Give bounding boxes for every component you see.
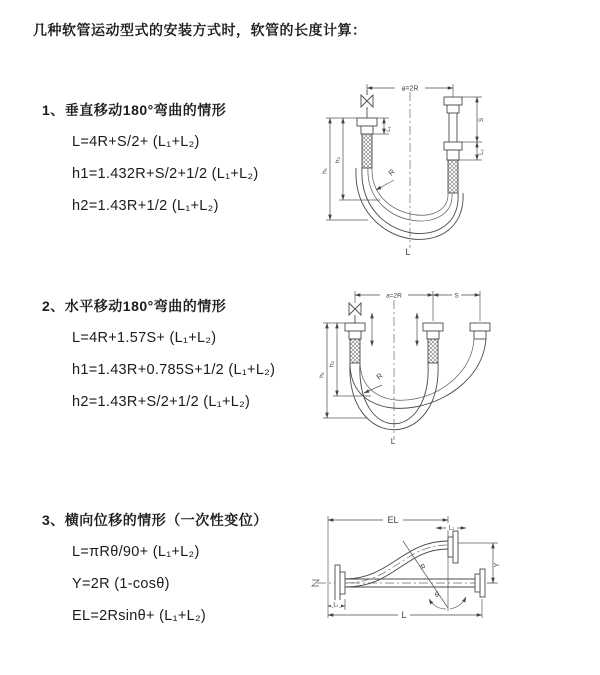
left-hose-fitting xyxy=(357,118,377,168)
dim-label-a2r: a=2R xyxy=(386,292,402,300)
dim-label-l: L xyxy=(390,437,396,446)
formula-line: L=πRθ/90+ (L₁+L₂) xyxy=(72,544,200,560)
section-1-formulas xyxy=(72,126,259,222)
dim-label-l1: L₁ xyxy=(386,126,392,132)
formula-line: h2=1.43R+1/2 (L₁+L₂) xyxy=(72,198,219,214)
dim-s xyxy=(433,291,480,300)
dim-s xyxy=(462,97,485,142)
dim-label-r: R xyxy=(417,563,426,572)
section-vertical-movement xyxy=(42,100,259,222)
page-title: 几种软管运动型式的安装方式时，软管的长度计算： xyxy=(33,22,367,38)
valve-icon xyxy=(361,90,373,118)
right-flange xyxy=(475,569,485,597)
formula-line: L=4R+S/2+ (L₁+L₂) xyxy=(72,134,200,150)
dim-label-s: S xyxy=(454,292,459,300)
dim-label-theta: θ xyxy=(435,592,439,599)
dim-l2 xyxy=(436,523,466,532)
dim-label-el: EL xyxy=(387,515,399,525)
left-hose-fitting xyxy=(345,323,365,363)
dim-label-h2: h₂ xyxy=(328,360,336,368)
fitting-length-dims xyxy=(372,313,417,346)
section-3-formulas xyxy=(72,536,268,632)
section-1-heading: 1、垂直移动180°弯曲的情形 xyxy=(42,102,227,118)
dim-label-l2: L₂ xyxy=(479,149,485,155)
upper-flange xyxy=(448,531,458,563)
section-horizontal-movement xyxy=(42,296,275,418)
formula-line: h1=1.432R+S/2+1/2 (L₁+L₂) xyxy=(72,166,259,182)
section-lateral-displacement xyxy=(42,510,268,632)
formula-line: Y=2R (1-cosθ) xyxy=(72,576,170,592)
right-hose-fitting xyxy=(470,323,490,339)
formula-line: EL=2Rsinθ+ (L₁+L₂) xyxy=(72,608,207,624)
section-2-formulas xyxy=(72,322,275,418)
hose-s-curve xyxy=(345,541,448,587)
dim-label-h1: h₁ xyxy=(321,168,329,174)
middle-hose-fitting xyxy=(423,323,443,363)
dim-label-l2: L₂ xyxy=(448,525,455,532)
right-hose-fitting xyxy=(444,97,462,193)
formula-line: L=4R+1.57S+ (L₁+L₂) xyxy=(72,330,217,346)
left-flange xyxy=(335,565,345,601)
hose-u-curves xyxy=(350,339,486,430)
valve-icon xyxy=(349,303,361,323)
dim-l xyxy=(328,599,482,620)
dim-label-l: L xyxy=(401,610,407,620)
dim-label-s: S xyxy=(478,117,485,123)
dim-label-h2: h₂ xyxy=(334,156,342,164)
dim-label-a2r: a=2R xyxy=(401,85,419,93)
dim-l1 xyxy=(328,599,345,610)
vertical-180-bend-diagram xyxy=(310,68,596,266)
dim-label-r: R xyxy=(374,371,385,382)
radius-leader xyxy=(364,371,385,393)
lateral-displacement-diagram xyxy=(305,503,600,638)
dim-label-r: R xyxy=(386,167,397,178)
dim-label-y: Y xyxy=(494,562,501,568)
formula-line: h1=1.43R+0.785S+1/2 (L₁+L₂) xyxy=(72,362,276,378)
formula-line: h2=1.43R+S/2+1/2 (L₁+L₂) xyxy=(72,394,251,410)
radius-leader xyxy=(376,167,397,190)
dim-label-l: L xyxy=(405,247,411,257)
section-2-heading: 2、水平移动180°弯曲的情形 xyxy=(42,298,227,314)
horizontal-180-bend-diagram xyxy=(305,278,600,456)
section-3-heading: 3、横向位移的情形（一次性变位） xyxy=(42,512,268,528)
hose-u-curves xyxy=(356,168,463,239)
dim-label-h1: h₁ xyxy=(318,372,326,378)
dim-label-l1: L₁ xyxy=(333,602,339,609)
